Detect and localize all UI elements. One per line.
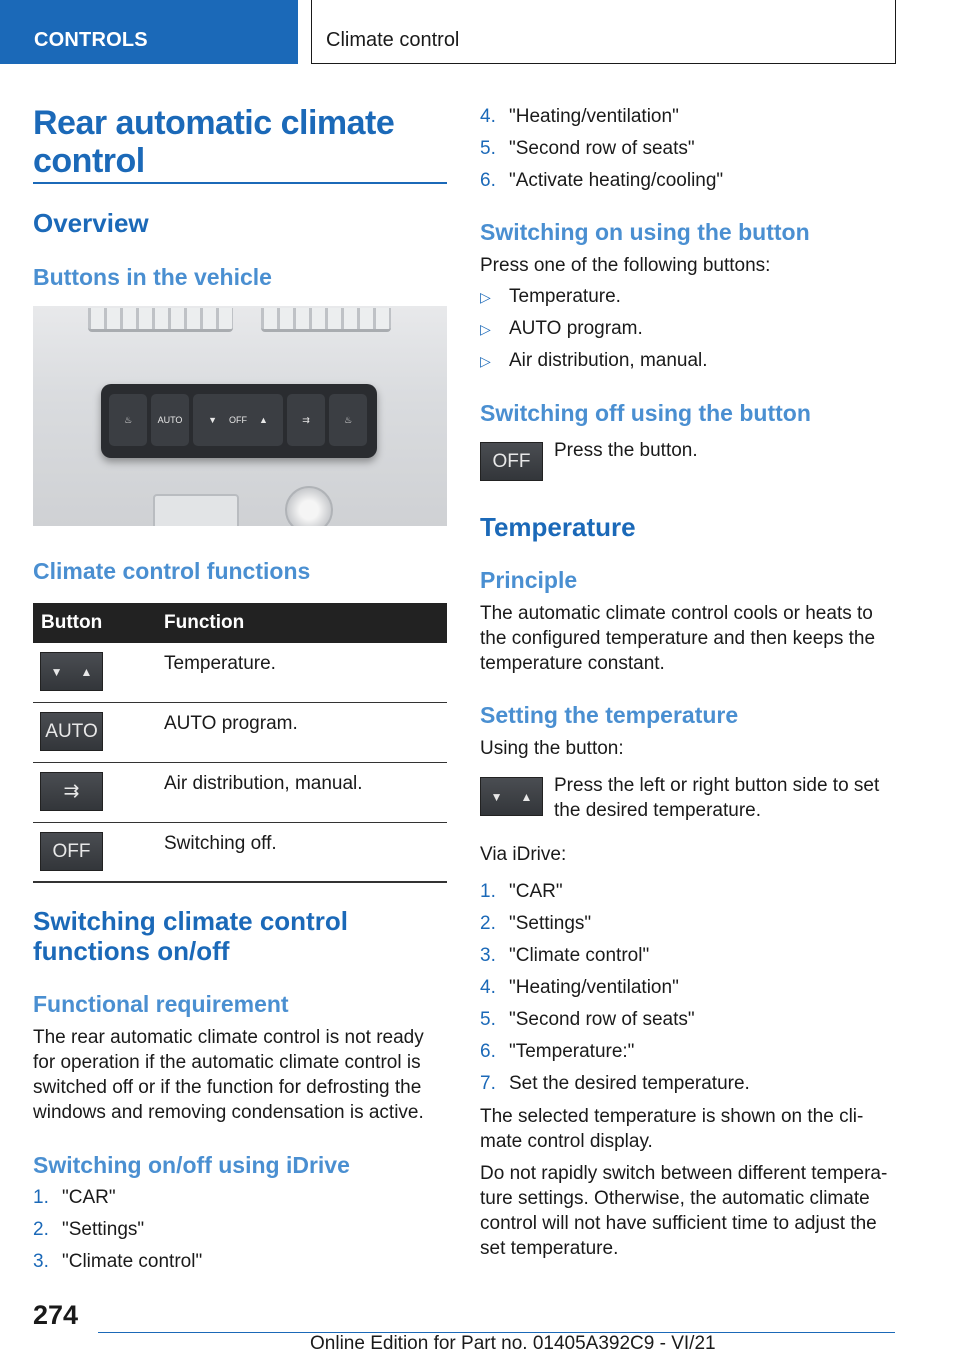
list-item (480, 972, 750, 1004)
principle-heading: Principle (480, 567, 578, 593)
step-number: 3. (33, 1251, 49, 1272)
list-item (33, 1182, 202, 1214)
step-number: 6. (480, 1041, 496, 1062)
page-title: Rear automatic climate control (33, 104, 395, 180)
list-item (480, 1036, 750, 1068)
switch-on-items (480, 281, 708, 377)
step-text: "Climate control" (62, 1251, 203, 1272)
item-text: Temperature. (509, 286, 621, 307)
step-number: 6. (480, 170, 496, 191)
list-item (480, 876, 750, 908)
temp-off-photo-button (193, 394, 283, 446)
item-text: AUTO program. (509, 318, 643, 339)
usb-tray (153, 494, 239, 526)
table-row (33, 763, 447, 823)
list-item (480, 1068, 750, 1100)
off-button-icon: OFF (480, 442, 543, 481)
temperature-arrows-icon: ▼ ▲ (40, 652, 103, 691)
list-item (480, 345, 708, 377)
bullet-triangle-icon: ▷ (480, 353, 491, 369)
idrive-steps-continued (480, 101, 723, 197)
step-number: 2. (480, 913, 496, 934)
list-item (480, 165, 723, 197)
off-photo-label: OFF (229, 415, 247, 425)
step-number: 5. (480, 138, 496, 159)
step-text: "Activate heating/cooling" (509, 170, 724, 191)
step-text: "CAR" (62, 1187, 116, 1208)
table-row (33, 703, 447, 763)
step-text: "Second row of seats" (509, 1009, 695, 1030)
off-button-icon: OFF (40, 832, 103, 871)
page-number: 274 (33, 1300, 79, 1330)
temperature-steps (480, 876, 750, 1100)
seat-heat-left-icon: ♨ (109, 394, 147, 446)
function-cell: Temperature. (164, 653, 276, 674)
step-number: 7. (480, 1073, 496, 1094)
step-number: 1. (480, 881, 496, 902)
col-function-header: Function (164, 612, 245, 633)
col-button-header: Button (41, 612, 103, 633)
list-item (480, 940, 750, 972)
step-text: Set the desired temperature. (509, 1073, 750, 1094)
function-cell: Switching off. (164, 833, 277, 854)
switch-on-text: Press one of the following buttons: (480, 255, 771, 276)
chapter-title: Climate control (311, 0, 896, 64)
step-number: 1. (33, 1187, 49, 1208)
step-number: 2. (33, 1219, 49, 1240)
step-number: 4. (480, 977, 496, 998)
function-cell: Air distribution, manual. (164, 773, 363, 794)
using-button-text: Using the button: (480, 738, 624, 759)
bullet-triangle-icon: ▷ (480, 321, 491, 337)
function-cell: AUTO program. (164, 713, 298, 734)
table-row (33, 823, 447, 883)
step-text: "Second row of seats" (509, 138, 695, 159)
functions-table (33, 603, 447, 883)
list-item (480, 281, 708, 313)
functional-requirement-text: The rear automatic climate control is not ready for operation if the automatic climate control is switched off or if the function for defrosting the windows and removing condensation is active. (33, 1027, 424, 1123)
step-text: "Heating/ventilation" (509, 106, 679, 127)
air-distribution-photo-icon: ⇉ (287, 394, 325, 446)
knob (285, 486, 333, 526)
vehicle-buttons-photo (33, 306, 447, 526)
edition-text: Online Edition for Part no. 01405A392C9 - VI/21 (310, 1333, 716, 1354)
auto-button-icon: AUTO (40, 712, 103, 751)
list-item (480, 101, 723, 133)
switch-on-heading: Switching on using the button (480, 219, 810, 245)
title-rule (33, 182, 447, 184)
vent-right (261, 308, 391, 332)
step-text: "Temperature:" (509, 1041, 635, 1062)
step-text: "Heating/ventilation" (509, 977, 679, 998)
section-tab: CONTROLS (0, 0, 298, 64)
list-item (480, 133, 723, 165)
idrive-heading: Switching on/off using iDrive (33, 1152, 350, 1178)
functional-requirement-heading: Functional requirement (33, 991, 289, 1017)
selected-temp-text: The selected temperature is shown on the cli‐mate control display. (480, 1106, 864, 1152)
step-number: 3. (480, 945, 496, 966)
control-panel (101, 384, 377, 458)
bullet-triangle-icon: ▷ (480, 289, 491, 305)
air-distribution-icon: ⇉ (40, 772, 103, 811)
step-text: "Climate control" (509, 945, 650, 966)
step-text: "Settings" (509, 913, 592, 934)
item-text: Air distribution, manual. (509, 350, 708, 371)
warning-text: Do not rapidly switch between different tempera‐ture settings. Otherwise, the automatic climate control will not have sufficient time to adjust the set temperature. (480, 1163, 888, 1259)
principle-text: The automatic climate control cools or heats to the configured temperature and then keeps the temperature constant. (480, 603, 876, 674)
step-number: 4. (480, 106, 496, 127)
step-text: "Settings" (62, 1219, 145, 1240)
switch-off-heading: Switching off using the button (480, 400, 811, 426)
down-arrow-icon: ▼ (208, 415, 217, 425)
list-item (480, 1004, 750, 1036)
functions-heading: Climate control functions (33, 558, 311, 584)
up-arrow-icon: ▲ (259, 415, 268, 425)
press-text: Press the left or right button side to set the desired temperature. (554, 775, 880, 821)
via-idrive-text: Via iDrive: (480, 844, 567, 865)
list-item (33, 1214, 202, 1246)
list-item (33, 1246, 202, 1278)
auto-photo-button: AUTO (151, 394, 189, 446)
vent-left (88, 308, 233, 332)
overview-heading: Overview (33, 208, 149, 238)
table-row (33, 643, 447, 703)
step-text: "CAR" (509, 881, 563, 902)
switching-heading: Switching climate control functions on/off (33, 906, 348, 966)
step-number: 5. (480, 1009, 496, 1030)
list-item (480, 908, 750, 940)
switch-off-text: Press the button. (554, 440, 698, 461)
setting-heading: Setting the temperature (480, 702, 739, 728)
temperature-heading: Temperature (480, 512, 636, 542)
temperature-arrows-icon: ▼ ▲ (480, 777, 543, 816)
seat-heat-right-icon: ♨ (329, 394, 367, 446)
list-item (480, 313, 708, 345)
idrive-steps (33, 1182, 202, 1278)
buttons-heading: Buttons in the vehicle (33, 264, 272, 290)
table-header (33, 603, 447, 643)
